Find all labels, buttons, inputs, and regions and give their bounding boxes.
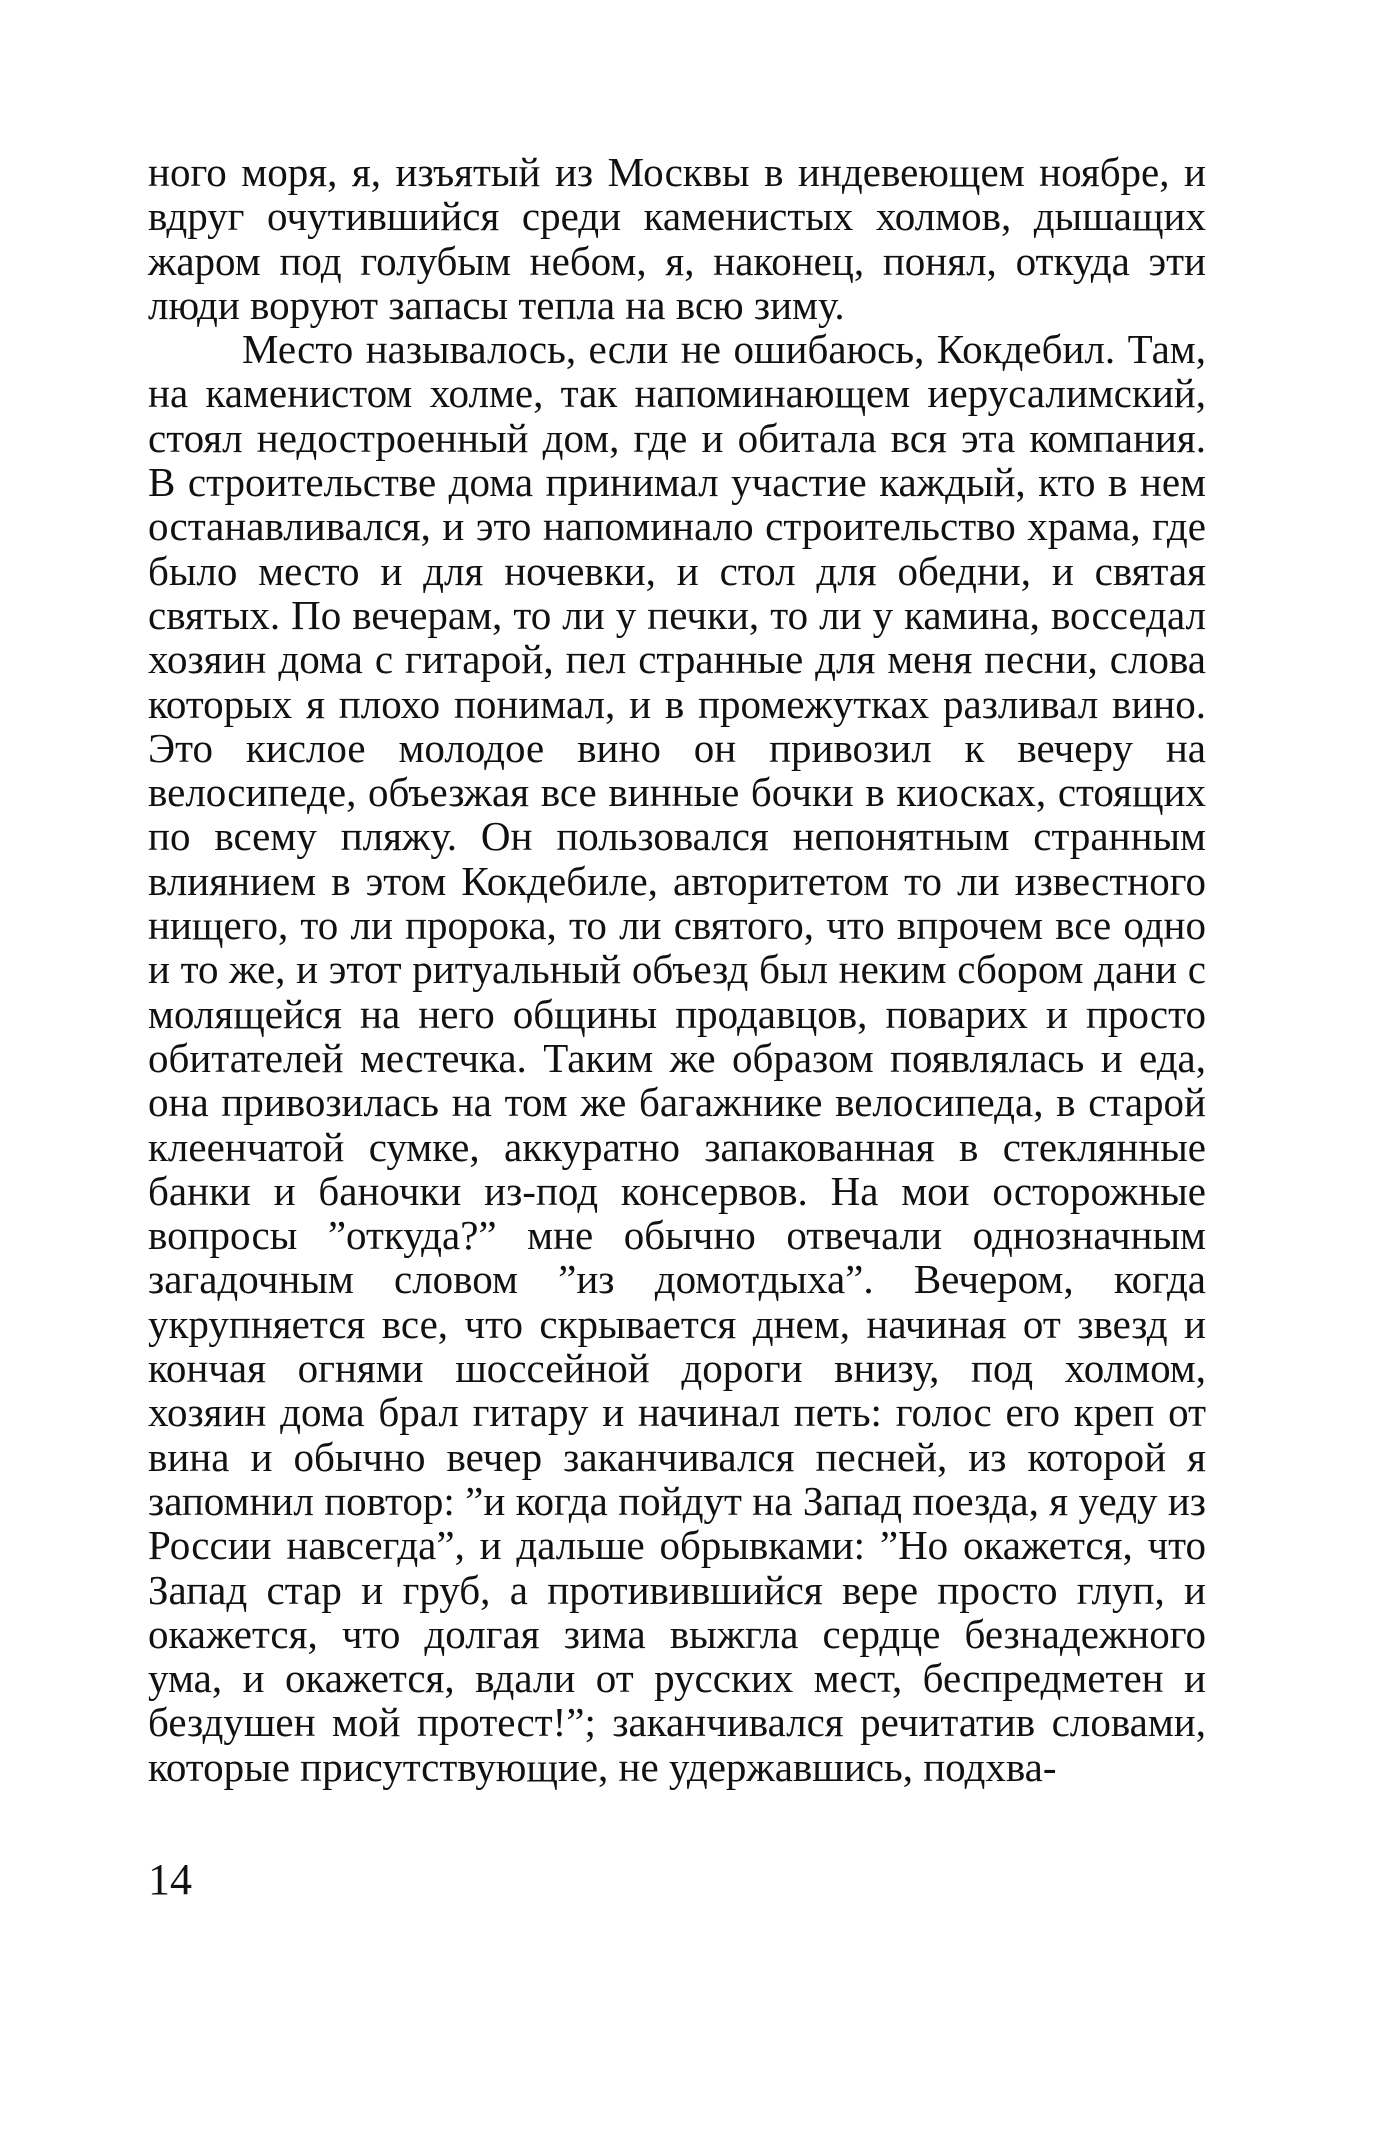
body-text	[148, 150, 1206, 1789]
paragraph-continuation: ного моря, я, изъятый из Москвы в индевеющем ноябре, и вдруг очутившийся среди каменистых холмов, дышащих жаром под голубым небом, я, наконец, понял, откуда эти люди воруют запасы тепла на всю зиму.	[148, 149, 1206, 328]
page-number: 14	[148, 1855, 192, 1904]
paragraph-main: Место называлось, если не ошибаюсь, Кокдебил. Там, на каменистом холме, так напоминающем иерусалимский, стоял недостроенный дом, где и обитала вся эта компания. В строительстве дома принимал участие каждый, кто в нем останавливался, и это напоминало строительство храма, где было место и для ночевки, и стол для обедни, и святая святых. По вечерам, то ли у печки, то ли у камина, восседал хозяин дома с гитарой, пел странные для меня песни, слова которых я плохо понимал, и в промежутках разливал вино. Это кислое молодое вино он привозил к вечеру на велосипеде, объезжая все винные бочки в киосках, стоящих по всему пляжу. Он пользовался непонятным странным влиянием в этом Кокдебиле, авторитетом то ли известного нищего, то ли пророка, то ли святого, что впрочем все одно и то же, и этот ритуальный объезд был неким сбором дани с молящейся на него общины продавцов, поварих и просто обитателей местечка. Таким же образом появлялась и еда, она привозилась на том же багажнике велосипеда, в старой клеенчатой сумке, аккуратно запакованная в стеклянные банки и баночки из-под консервов. На мои осторожные вопросы ”откуда?” мне обычно отвечали однозначным загадочным словом ”из домотдыха”. Вечером, когда укрупняется все, что скрывается днем, начиная от звезд и кончая огнями шоссейной дороги внизу, под холмом, хозяин дома брал гитару и начинал петь: голос его креп от вина и обычно вечер заканчивался песней, из которой я запомнил повтор: ”и когда пойдут на Запад поезда, я уеду из России навсегда”, и дальше обрывками: ”Но окажется, что Запад стар и груб, а противившийся вере просто глуп, и окажется, что долгая зима выжгла сердце безнадежного ума, и окажется, вдали от русских мест, беспредметен и бездушен мой протест!”; заканчивался речитатив словами, которые присутствующие, не удержавшись, подхва-	[148, 326, 1206, 1790]
